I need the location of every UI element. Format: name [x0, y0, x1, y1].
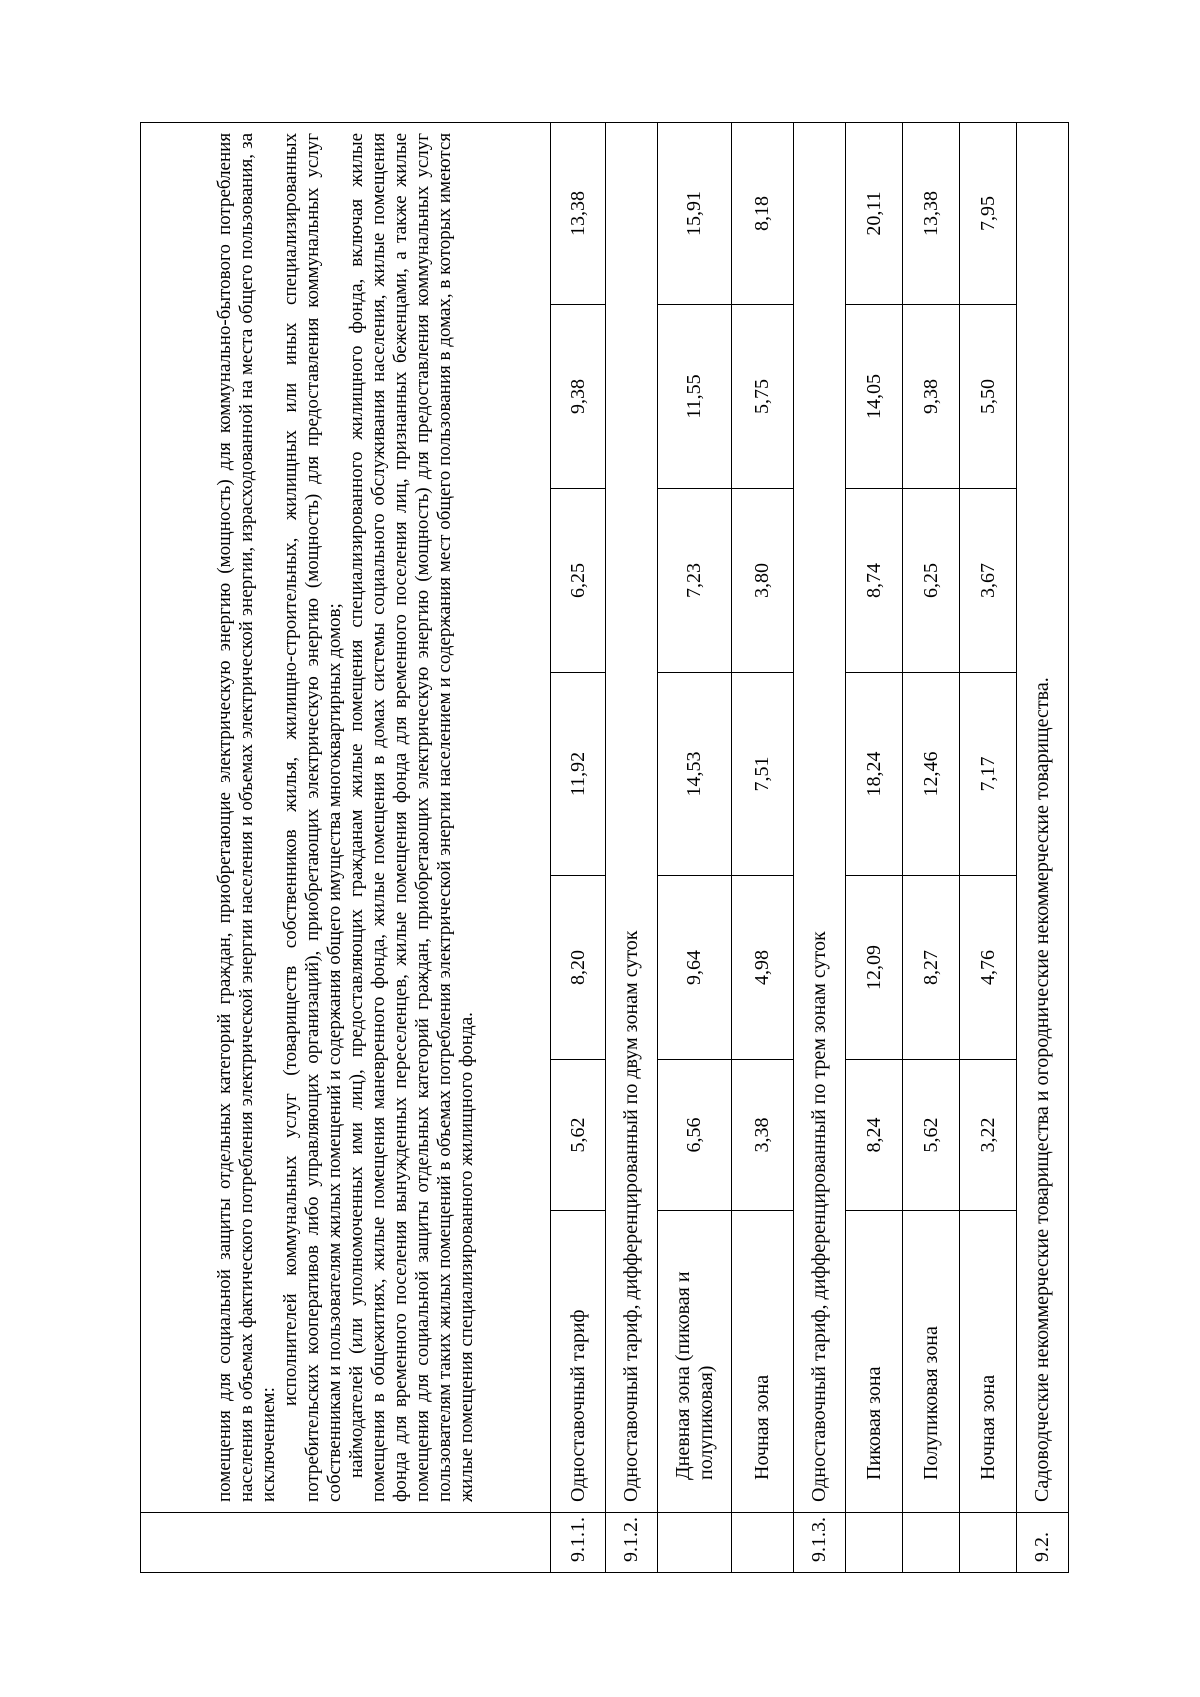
tariff-value: 18,24 — [846, 673, 903, 876]
intro-paragraph: наймодателей (или уполномоченных ими лиц), предоставляющих гражданам жилые помещения специализированного жилищного фонда, включая жилые помещения в общежитиях, жилые помещения маневренного фонда, жилые помещения в домах системы социального обслуживания населения, жилые помещения фонда для временного поселения вынужденных переселенцев, жилые помещения фонда для временного поселения лиц, признанных беженцами, а также жилые помещения для социальной защиты отдельных категорий граждан, приобретающих электрическую энергию (мощность) для предоставления коммунальных услуг пользователям таких жилых помещений в объемах потребления электрической энергии населением и содержания мест общего пользования в домах, в которых имеются жилые помещения специализированного жилищного фонда. — [345, 132, 477, 1502]
row-code: 9.1.2. — [606, 1513, 658, 1573]
tariff-value: 5,75 — [732, 305, 794, 489]
tariff-value: 3,67 — [960, 489, 1017, 673]
tariff-value: 3,38 — [732, 1060, 794, 1211]
intro-row — [141, 122, 551, 1572]
tariff-value: 9,38 — [551, 305, 606, 489]
tariff-value: 7,95 — [960, 122, 1017, 304]
tariff-value: 7,51 — [732, 673, 794, 876]
tariff-value: 6,25 — [903, 489, 960, 673]
tariff-value: 9,38 — [903, 305, 960, 489]
intro-paragraph: исполнителей коммунальных услуг (товариществ собственников жилья, жилищно-строительных, жилищных или иных специализированных потребительских кооперативов либо управляющих организаций), приобретающих электрическую энергию (мощность) для предоставления коммунальных услуг собственникам и пользователям жилых помещений и содержания общего имущества многоквартирных домов; — [279, 132, 345, 1502]
tariff-value: 6,25 — [551, 489, 606, 673]
tariff-value: 11,92 — [551, 673, 606, 876]
section-row — [1017, 122, 1069, 1572]
row-code — [960, 1513, 1017, 1573]
row-label: Пиковая зона — [846, 1211, 903, 1513]
tariff-value: 7,17 — [960, 673, 1017, 876]
tariff-value: 6,56 — [658, 1060, 732, 1211]
table-row — [732, 122, 794, 1572]
tariff-value: 7,23 — [658, 489, 732, 673]
rotated-page — [140, 123, 1060, 1573]
tariff-value: 14,53 — [658, 673, 732, 876]
table-row — [846, 122, 903, 1572]
tariff-value: 12,09 — [846, 876, 903, 1060]
tariff-value: 11,55 — [658, 305, 732, 489]
section-row — [794, 122, 846, 1572]
table-row — [551, 122, 606, 1572]
tariff-value: 5,50 — [960, 305, 1017, 489]
tariff-value: 4,76 — [960, 876, 1017, 1060]
tariff-value: 8,27 — [903, 876, 960, 1060]
tariff-value: 8,24 — [846, 1060, 903, 1211]
tariff-value: 5,62 — [903, 1060, 960, 1211]
row-label: Одноставочный тариф — [551, 1211, 606, 1513]
tariff-value: 3,80 — [732, 489, 794, 673]
tariff-value: 8,18 — [732, 122, 794, 304]
intro-paragraph: помещения для социальной защиты отдельных категорий граждан, приобретающие электрическую энергию (мощность) для коммунально-бытового потребления населения в объемах фактического потребления электрической энергии населения и объемах электрической энергии, израсходованной на места общего пользования, за исключением: — [213, 132, 279, 1502]
tariff-value: 15,91 — [658, 122, 732, 304]
tariff-value: 8,74 — [846, 489, 903, 673]
row-code: 9.1.1. — [551, 1513, 606, 1573]
intro-text — [141, 122, 551, 1512]
tariff-value: 20,11 — [846, 122, 903, 304]
row-code — [846, 1513, 903, 1573]
tariff-value: 4,98 — [732, 876, 794, 1060]
tariff-value: 9,64 — [658, 876, 732, 1060]
row-label: Ночная зона — [960, 1211, 1017, 1513]
section-label: Одноставочный тариф, дифференцированный по двум зонам суток — [606, 122, 658, 1512]
section-label: Одноставочный тариф, дифференцированный по трем зонам суток — [794, 122, 846, 1512]
tariff-value: 12,46 — [903, 673, 960, 876]
row-code — [658, 1513, 732, 1573]
tariff-value: 14,05 — [846, 305, 903, 489]
tariff-table — [140, 122, 1069, 1573]
section-row — [606, 122, 658, 1572]
row-label: Дневная зона (пиковая и полупиковая) — [658, 1211, 732, 1513]
section-label: Садоводческие некоммерческие товарищества и огороднические некоммерческие товарищества. — [1017, 122, 1069, 1512]
row-code — [732, 1513, 794, 1573]
row-code — [903, 1513, 960, 1573]
table-row — [960, 122, 1017, 1572]
row-code: 9.1.3. — [794, 1513, 846, 1573]
row-label: Ночная зона — [732, 1211, 794, 1513]
tariff-value: 3,22 — [960, 1060, 1017, 1211]
tariff-value: 13,38 — [903, 122, 960, 304]
tariff-value: 5,62 — [551, 1060, 606, 1211]
tariff-value: 8,20 — [551, 876, 606, 1060]
table-row — [903, 122, 960, 1572]
table-row — [658, 122, 732, 1572]
tariff-value: 13,38 — [551, 122, 606, 304]
row-code: 9.2. — [1017, 1513, 1069, 1573]
row-label: Полупиковая зона — [903, 1211, 960, 1513]
